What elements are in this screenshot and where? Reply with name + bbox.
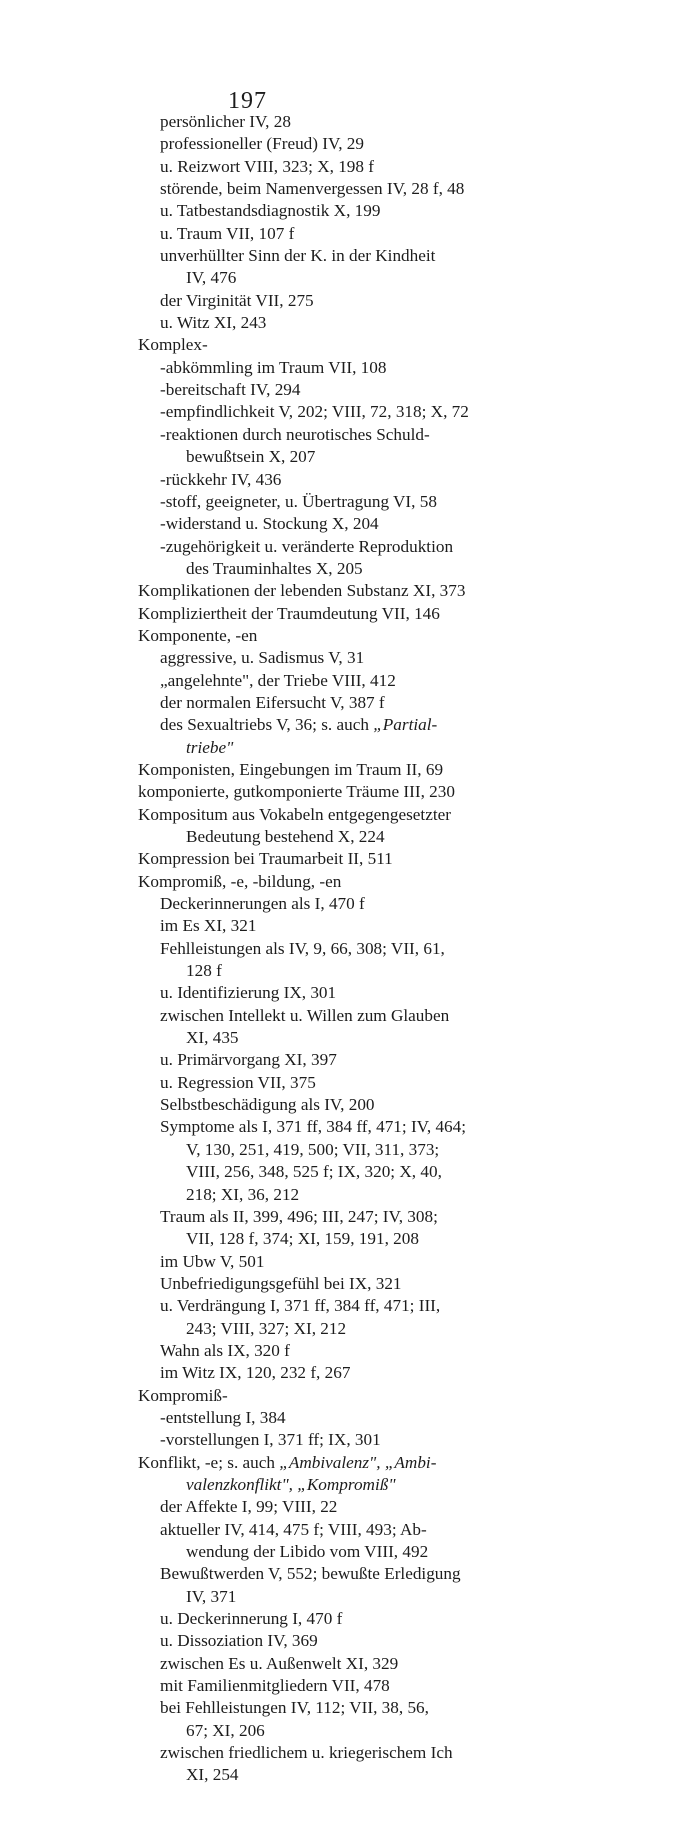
index-line-text: im Es XI, 321 — [160, 916, 257, 936]
index-line — [0, 178, 697, 200]
index-line-text: IV, 371 — [186, 1586, 237, 1606]
index-line-text: -empfindlichkeit V, 202; VIII, 72, 318; X, 72 — [160, 402, 469, 422]
index-line-italic-ref: valenzkonflikt", „Kompromiß" — [186, 1474, 396, 1494]
index-line — [0, 915, 697, 937]
index-line — [0, 1206, 697, 1228]
index-line-text: im Ubw V, 501 — [160, 1251, 265, 1271]
index-line-text: der Affekte I, 99; VIII, 22 — [160, 1497, 338, 1517]
index-line — [0, 603, 697, 625]
index-line-text: u. Tatbestandsdiagnostik X, 199 — [160, 201, 381, 221]
index-line — [0, 1049, 697, 1071]
index-line — [0, 1541, 697, 1563]
index-line — [0, 357, 697, 379]
index-line — [0, 401, 697, 423]
index-line — [0, 1005, 697, 1027]
index-line-text: Komplikationen der lebenden Substanz XI, 373 — [138, 581, 466, 601]
index-line — [0, 625, 697, 647]
index-line-text: XI, 254 — [186, 1765, 239, 1785]
index-line — [0, 759, 697, 781]
index-line — [0, 1385, 697, 1407]
index-line-text: Bewußtwerden V, 552; bewußte Erledigung — [160, 1564, 461, 1584]
index-line-text: im Witz IX, 120, 232 f, 267 — [160, 1363, 351, 1383]
index-line-text: 243; VIII, 327; XI, 212 — [186, 1318, 347, 1338]
index-line-text: 67; XI, 206 — [186, 1720, 265, 1740]
index-line-text: -rückkehr IV, 436 — [160, 469, 282, 489]
index-line — [0, 1161, 697, 1183]
index-line — [0, 1407, 697, 1429]
index-line-text: der normalen Eifersucht V, 387 f — [160, 692, 385, 712]
index-line — [0, 223, 697, 245]
index-line-text: IV, 476 — [186, 268, 237, 288]
index-line — [0, 1072, 697, 1094]
index-line — [0, 737, 697, 759]
index-line-text: Komponente, -en — [138, 625, 258, 645]
index-line — [0, 580, 697, 602]
index-line-text: Symptome als I, 371 ff, 384 ff, 471; IV, 464; — [160, 1117, 467, 1137]
index-line — [0, 312, 697, 334]
index-line-text: 218; XI, 36, 212 — [186, 1184, 300, 1204]
index-line — [0, 781, 697, 803]
index-line-text: Kompromiß, -e, -bildung, -en — [138, 871, 342, 891]
index-line — [0, 1139, 697, 1161]
index-line — [0, 558, 697, 580]
index-line-text: VII, 128 f, 374; XI, 159, 191, 208 — [186, 1229, 419, 1249]
index-line-italic-ref: „Ambivalenz", „Ambi- — [279, 1452, 437, 1472]
index-line — [0, 111, 697, 133]
index-entries — [0, 111, 697, 1787]
index-line-text: u. Dissoziation IV, 369 — [160, 1631, 318, 1651]
index-line-text: wendung der Libido vom VIII, 492 — [186, 1542, 429, 1561]
index-line — [0, 1563, 697, 1585]
index-line-text: bewußtsein X, 207 — [186, 447, 316, 467]
index-line — [0, 692, 697, 714]
index-line-text: Traum als II, 399, 496; III, 247; IV, 308; — [160, 1206, 438, 1226]
index-line — [0, 1027, 697, 1049]
index-line — [0, 960, 697, 982]
index-line-text: Fehlleistungen als IV, 9, 66, 308; VII, 61, — [160, 938, 445, 958]
index-line — [0, 1496, 697, 1518]
index-line-text: Kompression bei Traumarbeit II, 511 — [138, 849, 393, 869]
index-line — [0, 536, 697, 558]
index-line-text: Kompliziertheit der Traumdeutung VII, 146 — [138, 603, 440, 623]
index-line-text: u. Traum VII, 107 f — [160, 223, 295, 243]
index-line — [0, 156, 697, 178]
index-line-text: 128 f — [186, 961, 222, 981]
index-line — [0, 1608, 697, 1630]
index-line-text: u. Witz XI, 243 — [160, 313, 267, 333]
index-line-text: u. Regression VII, 375 — [160, 1072, 316, 1092]
index-line — [0, 379, 697, 401]
index-line — [0, 1116, 697, 1138]
index-line-text: Kompositum aus Vokabeln entgegengesetzter — [138, 804, 451, 824]
index-line — [0, 1586, 697, 1608]
index-line — [0, 1697, 697, 1719]
index-line-text: -widerstand u. Stockung X, 204 — [160, 514, 379, 534]
index-line — [0, 1251, 697, 1273]
index-line — [0, 267, 697, 289]
index-line-italic-ref: „Partial- — [373, 715, 438, 735]
index-line — [0, 1630, 697, 1652]
index-line — [0, 491, 697, 513]
index-line — [0, 1318, 697, 1340]
index-line-text: -vorstellungen I, 371 ff; IX, 301 — [160, 1430, 381, 1450]
index-line — [0, 290, 697, 312]
index-line — [0, 446, 697, 468]
index-line — [0, 1675, 697, 1697]
index-line-text: Konflikt, -e; s. auch — [138, 1452, 275, 1472]
index-line — [0, 513, 697, 535]
index-line-text: persönlicher IV, 28 — [160, 112, 291, 131]
index-line — [0, 714, 697, 736]
index-line-text: Unbefriedigungsgefühl bei IX, 321 — [160, 1273, 402, 1293]
index-line-text: Komplex- — [138, 335, 208, 355]
index-line-text: Wahn als IX, 320 f — [160, 1340, 290, 1360]
index-line-text: Kompromiß- — [138, 1385, 228, 1405]
index-line — [0, 893, 697, 915]
index-line — [0, 200, 697, 222]
index-line-text: aggressive, u. Sadismus V, 31 — [160, 648, 365, 668]
index-line — [0, 1519, 697, 1541]
index-line-text: u. Deckerinnerung I, 470 f — [160, 1609, 343, 1629]
index-line — [0, 245, 697, 267]
index-line-text: u. Primärvorgang XI, 397 — [160, 1050, 337, 1070]
index-line — [0, 1295, 697, 1317]
index-line-text: störende, beim Namenvergessen IV, 28 f, 48 — [160, 179, 465, 199]
index-line — [0, 871, 697, 893]
index-line-text: u. Verdrängung I, 371 ff, 384 ff, 471; III, — [160, 1296, 441, 1316]
index-line-text: -reaktionen durch neurotisches Schuld- — [160, 424, 430, 444]
index-line — [0, 1362, 697, 1384]
index-line-text: -abkömmling im Traum VII, 108 — [160, 357, 387, 377]
index-line — [0, 804, 697, 826]
index-line-text: Komponisten, Eingebungen im Traum II, 69 — [138, 759, 444, 779]
index-line — [0, 1184, 697, 1206]
index-line-text: der Virginität VII, 275 — [160, 290, 314, 310]
index-line-text: Deckerinnerungen als I, 470 f — [160, 894, 365, 914]
index-line — [0, 982, 697, 1004]
index-line — [0, 334, 697, 356]
index-line — [0, 1094, 697, 1116]
index-line-text: u. Identifizierung IX, 301 — [160, 983, 337, 1003]
index-line-text: Bedeutung bestehend X, 224 — [186, 827, 385, 846]
index-line — [0, 1764, 697, 1786]
index-line-text: „angelehnte", der Triebe VIII, 412 — [160, 670, 396, 690]
index-line — [0, 938, 697, 960]
index-line-text: XI, 435 — [186, 1028, 239, 1048]
index-line — [0, 647, 697, 669]
index-line-text: zwischen Es u. Außenwelt XI, 329 — [160, 1653, 399, 1673]
index-line-text: des Sexualtriebs V, 36; s. auch — [160, 715, 369, 735]
index-line-text: komponierte, gutkomponierte Träume III, 230 — [138, 782, 455, 802]
index-line-text: professioneller (Freud) IV, 29 — [160, 134, 364, 154]
index-line — [0, 1742, 697, 1764]
index-line — [0, 469, 697, 491]
index-line — [0, 133, 697, 155]
index-line — [0, 826, 697, 848]
index-line — [0, 1340, 697, 1362]
index-line-text: VIII, 256, 348, 525 f; IX, 320; X, 40, — [186, 1162, 442, 1182]
index-line-text: zwischen Intellekt u. Willen zum Glauben — [160, 1005, 450, 1025]
index-line-text: des Trauminhaltes X, 205 — [186, 558, 363, 578]
index-line-text: Selbstbeschädigung als IV, 200 — [160, 1095, 375, 1115]
index-line-text: V, 130, 251, 419, 500; VII, 311, 373; — [186, 1139, 440, 1159]
index-line — [0, 670, 697, 692]
index-line-text: -stoff, geeigneter, u. Übertragung VI, 58 — [160, 491, 437, 511]
index-line — [0, 1228, 697, 1250]
index-line — [0, 1653, 697, 1675]
index-line — [0, 848, 697, 870]
index-line-text: -entstellung I, 384 — [160, 1407, 286, 1427]
index-line — [0, 1452, 697, 1474]
index-line-text: mit Familienmitgliedern VII, 478 — [160, 1676, 390, 1696]
index-line-text: zwischen friedlichem u. kriegerischem Ich — [160, 1743, 453, 1763]
index-line — [0, 1429, 697, 1451]
index-line — [0, 1720, 697, 1742]
index-line — [0, 1273, 697, 1295]
index-line-text: unverhüllter Sinn der K. in der Kindheit — [160, 246, 436, 266]
page-number: 197 — [228, 88, 267, 114]
index-line-text: aktueller IV, 414, 475 f; VIII, 493; Ab- — [160, 1519, 427, 1539]
index-line-text: -bereitschaft IV, 294 — [160, 380, 301, 400]
index-line-italic-ref: triebe" — [186, 737, 234, 757]
index-line — [0, 424, 697, 446]
index-line-text: u. Reizwort VIII, 323; X, 198 f — [160, 156, 375, 176]
index-line — [0, 1474, 697, 1496]
index-line-text: bei Fehlleistungen IV, 112; VII, 38, 56, — [160, 1698, 429, 1718]
index-line-text: -zugehörigkeit u. veränderte Reproduktion — [160, 536, 454, 556]
